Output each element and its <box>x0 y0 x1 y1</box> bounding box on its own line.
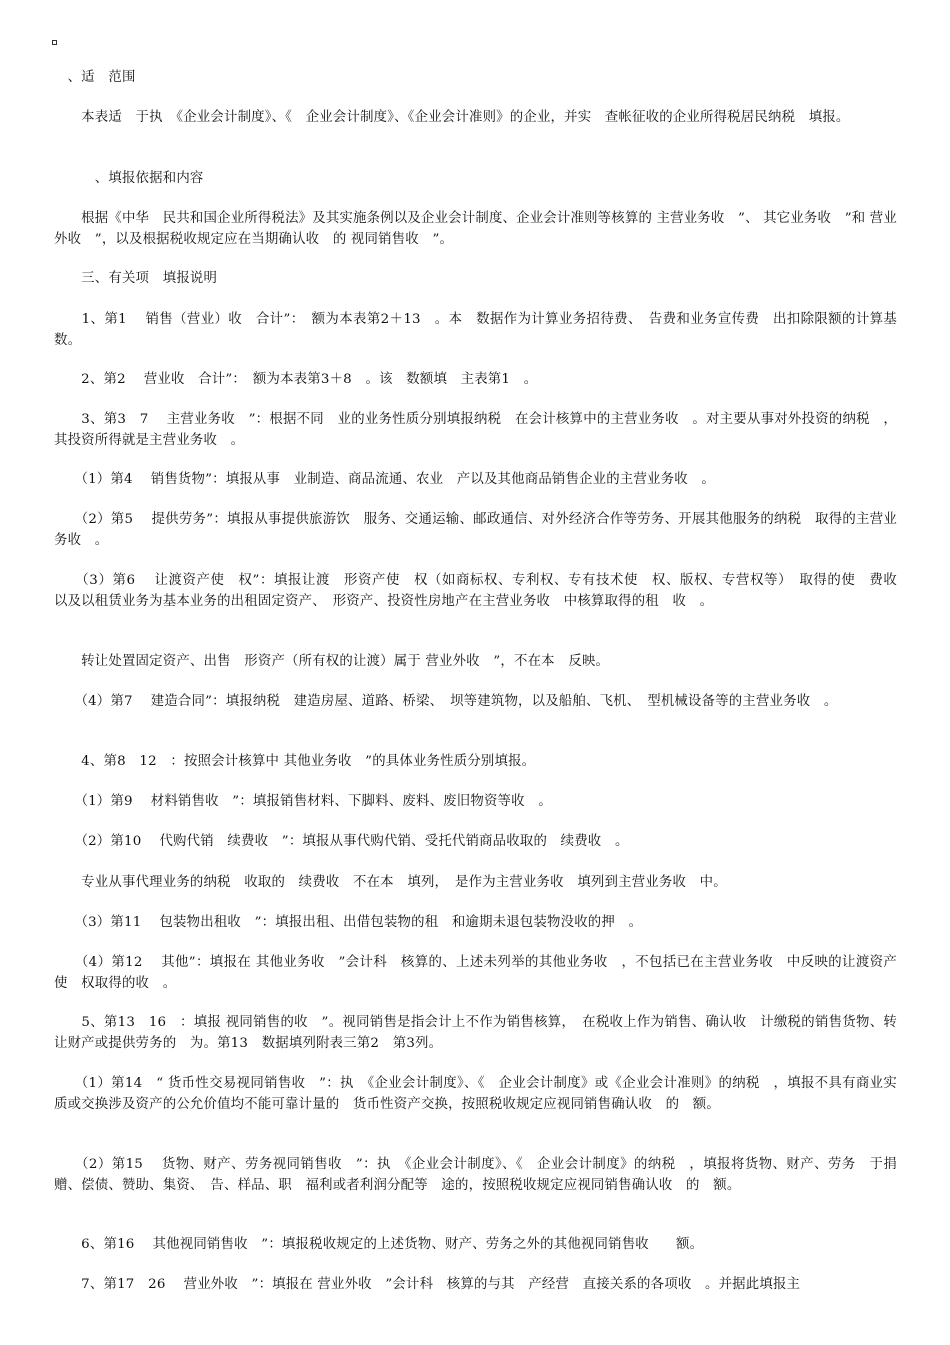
bullet-square-icon <box>52 40 57 45</box>
paragraph-item-4-4: （4）第12 其他”：填报在 其他业务收 ”会计科 核算的、上述未列举的其他业务收 ，不包括已在主营业务收 中反映的让渡资产使 权取得的收 。 <box>54 955 897 991</box>
paragraph-transfer-note: 转让处置固定资产、出售 形资产（所有权的让渡）属于 营业外收 ”，不在本 反映。 <box>54 654 610 669</box>
paragraph-item-5-1: （1）第14 “ 货币性交易视同销售收 ”：执 《企业会计制度》、《 企业会计制度》或《企业会计准则》的纳税 ，填报不具有商业实质或交换涉及资产的公允价值均不能可靠计量的 货币性资产交换，按照税收规定应视同销售确认收 的 额。 <box>54 1076 897 1112</box>
paragraph-item-4-2: （2）第10 代购代销 续费收 ”：填报从事代购代销、受托代销商品收取的 续费收 。 <box>54 834 629 849</box>
paragraph-item-4-3: （3）第11 包装物出租收 ”：填报出租、出借包装物的租 和逾期未退包装物没收的押 。 <box>54 915 643 930</box>
paragraph-item-5: 5、第13 16 ：填报 视同销售的收 ”。视同销售是指会计上不作为销售核算， 在税收上作为销售、确认收 计缴税的销售货物、转让财产或提供劳务的 为。第13 数据填列附表三第2 第3列。 <box>54 1015 897 1051</box>
paragraph-scope-text: 本表适 于执 《企业会计制度》、《 企业会计制度》、《企业会计准则》的企业，并实 查帐征收的企业所得税居民纳税 填报。 <box>54 110 850 125</box>
paragraph-item-3-4: （4）第7 建造合同”：填报纳税 建造房屋、道路、桥梁、 坝等建筑物，以及船舶、飞机、 型机械设备等的主营业务收 。 <box>54 694 838 709</box>
paragraph-item-3-1: （1）第4 销售货物”：填报从事 业制造、商品流通、农业 产以及其他商品销售企业的主营业务收 。 <box>54 472 715 487</box>
paragraph-item-3-3: （3）第6 让渡资产使 权”：填报让渡 形资产使 权（如商标权、专利权、专有技术使 权、版权、专营权等） 取得的使 费收 以及以租赁业务为基本业务的出租固定资产、 形资产、投资性房地产在主营业务收 中核算取得的租 收 。 <box>54 573 911 609</box>
section-heading-basis: 、填报依据和内容 <box>54 171 204 186</box>
paragraph-item-5-2: （2）第15 货物、财产、劳务视同销售收 ”：执 《企业会计制度》、《 企业会计制度》的纳税 ，填报将货物、财产、劳务 于捐赠、偿债、赞助、集资、 告、样品、职 福利或者利润分配等 途的，按照税收规定应视同销售确认收 的 额。 <box>54 1157 897 1193</box>
paragraph-item-3: 3、第3 7 主营业务收 ”：根据不同 业的业务性质分别填报纳税 在会计核算中的主营业务收 。对主要从事对外投资的纳税 ，其投资所得就是主营业务收 。 <box>54 412 897 448</box>
section-heading-scope: 、适 范围 <box>54 70 136 85</box>
paragraph-item-1: 1、第1 销售（营业）收 合计”： 额为本表第2＋13 。本 数据作为计算业务招待费、 告费和业务宣传费 出扣除限额的计算基数。 <box>54 312 897 348</box>
paragraph-item-3-2: （2）第5 提供劳务”：填报从事提供旅游饮 服务、交通运输、邮政通信、对外经济合作等劳务、开展其他服务的纳税 取得的主营业务收 。 <box>54 512 897 548</box>
section-heading-instructions: 三、有关项 填报说明 <box>54 271 218 286</box>
paragraph-item-7: 7、第17 26 营业外收 ”：填报在 营业外收 ”会计科 核算的与其 产经营 直接关系的各项收 。并据此填报主 <box>54 1277 801 1292</box>
paragraph-item-4-1: （1）第9 材料销售收 ”：填报销售材料、下脚料、废料、废旧物资等收 。 <box>54 794 552 809</box>
paragraph-item-2: 2、第2 营业收 合计”： 额为本表第3＋8 。该 数额填 主表第1 。 <box>54 372 538 387</box>
paragraph-item-4: 4、第8 12 ：按照会计核算中 其他业务收 ”的具体业务性质分别填报。 <box>54 754 536 769</box>
paragraph-item-6: 6、第16 其他视同销售收 ”：填报税收规定的上述货物、财产、劳务之外的其他视同销售收 额。 <box>54 1237 704 1252</box>
paragraph-agency-note: 专业从事代理业务的纳税 收取的 续费收 不在本 填列， 是作为主营业务收 填列到主营业务收 中。 <box>54 875 727 890</box>
paragraph-basis-text: 根据《中华 民共和国企业所得税法》及其实施条例以及企业会计制度、企业会计准则等核算的 主营业务收 ”、 其它业务收 ”和 营业外收 ”，以及根据税收规定应在当期确认收 的 视同销售收 ”。 <box>54 211 897 247</box>
